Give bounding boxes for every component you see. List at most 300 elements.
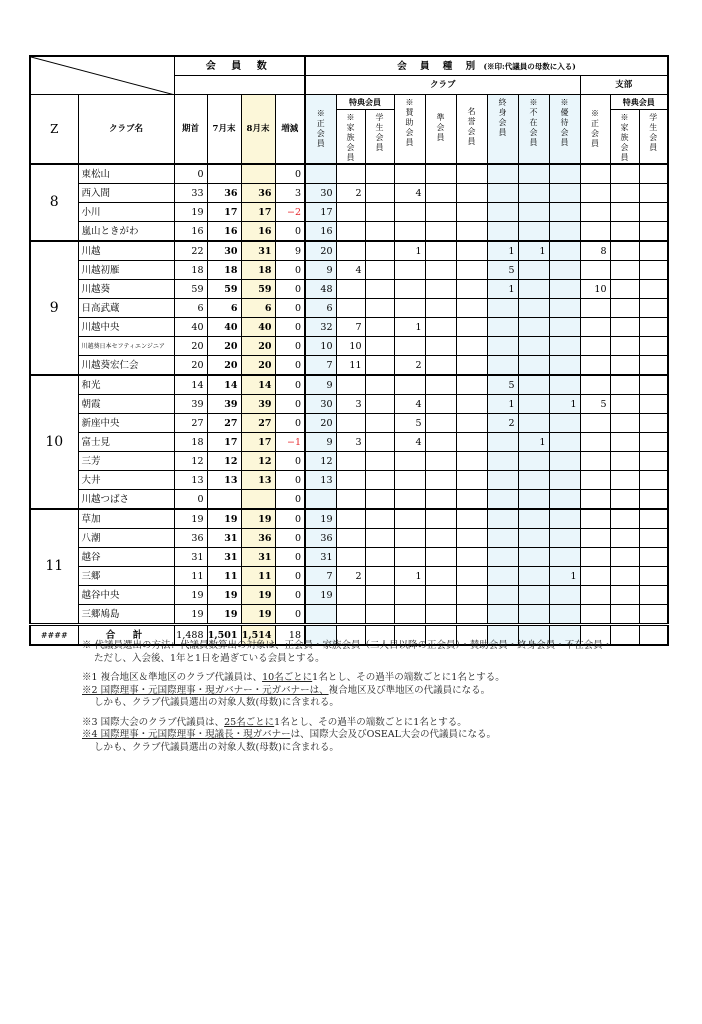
col-branch-family-cell bbox=[610, 375, 639, 395]
col-branch-family-cell bbox=[610, 605, 639, 625]
col-branch-regular-cell bbox=[580, 164, 610, 184]
col-associate-cell bbox=[425, 222, 456, 242]
club-name-cell: 新座中央 bbox=[78, 414, 174, 433]
col-supporting-cell bbox=[394, 261, 425, 280]
col-jul-cell: 31 bbox=[207, 529, 241, 548]
col-preferred-cell bbox=[549, 356, 580, 376]
col-lifetime-cell: 5 bbox=[487, 375, 518, 395]
col-lifetime-cell bbox=[487, 222, 518, 242]
col-lifetime-cell bbox=[487, 184, 518, 203]
table-row bbox=[30, 337, 668, 356]
col-associate-cell bbox=[425, 184, 456, 203]
col-family-header: ※家族会員 bbox=[336, 110, 365, 165]
col-change-cell: 0 bbox=[275, 280, 305, 299]
col-family-cell bbox=[336, 164, 365, 184]
table-row bbox=[30, 471, 668, 490]
col-lifetime-cell bbox=[487, 586, 518, 605]
note-4-cont: しかも、クラブ代議員選出の対象人数(母数)に含まれる。 bbox=[94, 741, 339, 753]
col-branch-student-cell bbox=[639, 299, 668, 318]
col-start-cell: 6 bbox=[174, 299, 207, 318]
col-change-cell: 0 bbox=[275, 164, 305, 184]
col-lifetime-cell: 1 bbox=[487, 395, 518, 414]
col-branch-regular-cell: 10 bbox=[580, 280, 610, 299]
col-absent-cell bbox=[518, 375, 549, 395]
col-change-cell: 0 bbox=[275, 529, 305, 548]
col-regular-cell: 19 bbox=[305, 509, 336, 529]
col-branch-student-cell bbox=[639, 241, 668, 261]
col-preferred-cell bbox=[549, 203, 580, 222]
col-associate-cell bbox=[425, 548, 456, 567]
col-absent-cell bbox=[518, 548, 549, 567]
col-branch-family-cell bbox=[610, 318, 639, 337]
col-jul-cell: 27 bbox=[207, 414, 241, 433]
col-student-cell bbox=[365, 490, 394, 510]
col-supporting-cell bbox=[394, 375, 425, 395]
club-name-cell: 嵐山ときがわ bbox=[78, 222, 174, 242]
col-branch-student-header: 学生会員 bbox=[639, 110, 668, 165]
col-supporting-cell bbox=[394, 203, 425, 222]
col-jul-cell: 18 bbox=[207, 261, 241, 280]
col-regular-cell: 32 bbox=[305, 318, 336, 337]
col-family-cell bbox=[336, 471, 365, 490]
col-regular-cell bbox=[305, 605, 336, 625]
table-row bbox=[30, 261, 668, 280]
col-associate-cell bbox=[425, 299, 456, 318]
col-jul-cell: 59 bbox=[207, 280, 241, 299]
club-name-cell: 富士見 bbox=[78, 433, 174, 452]
zone-cell: 9 bbox=[30, 241, 78, 375]
col-jul-cell: 6 bbox=[207, 299, 241, 318]
col-branch-regular-cell bbox=[580, 184, 610, 203]
col-honorary-cell bbox=[456, 567, 487, 586]
col-absent-header: ※不在会員 bbox=[518, 95, 549, 165]
club-name-cell: 三郷 bbox=[78, 567, 174, 586]
col-family-cell bbox=[336, 548, 365, 567]
col-preferred-cell bbox=[549, 164, 580, 184]
col-aug-cell: 6 bbox=[241, 299, 275, 318]
col-regular-cell: 6 bbox=[305, 299, 336, 318]
col-student-cell bbox=[365, 318, 394, 337]
col-student-header: 学生会員 bbox=[365, 110, 394, 165]
col-branch-regular-cell bbox=[580, 471, 610, 490]
zone-cell: 11 bbox=[30, 509, 78, 625]
note-2-cont: しかも、クラブ代議員選出の対象人数(母数)に含まれる。 bbox=[94, 697, 339, 708]
col-start-cell: 31 bbox=[174, 548, 207, 567]
col-family-cell bbox=[336, 222, 365, 242]
col-preferred-cell bbox=[549, 509, 580, 529]
col-associate-cell bbox=[425, 375, 456, 395]
col-student-cell bbox=[365, 433, 394, 452]
col-family-cell bbox=[336, 241, 365, 261]
col-jul-cell: 19 bbox=[207, 509, 241, 529]
club-name-cell: 八潮 bbox=[78, 529, 174, 548]
col-jul-cell: 14 bbox=[207, 375, 241, 395]
col-lifetime-cell bbox=[487, 471, 518, 490]
col-branch-regular-cell bbox=[580, 222, 610, 242]
col-honorary-cell bbox=[456, 586, 487, 605]
col-supporting-cell bbox=[394, 164, 425, 184]
col-absent-cell bbox=[518, 586, 549, 605]
col-jul-cell bbox=[207, 490, 241, 510]
col-preferred-cell bbox=[549, 548, 580, 567]
club-name-cell: 川越葵日本セフティエンジニア bbox=[78, 337, 174, 356]
col-jul-cell: 20 bbox=[207, 337, 241, 356]
total-aug: 1,514 bbox=[241, 625, 275, 646]
col-supporting-cell bbox=[394, 299, 425, 318]
club-name-cell: 西入間 bbox=[78, 184, 174, 203]
col-branch-family-cell bbox=[610, 490, 639, 510]
col-supporting-cell: 1 bbox=[394, 567, 425, 586]
col-family-cell bbox=[336, 529, 365, 548]
zone-header: Z bbox=[30, 95, 78, 165]
col-family-cell: 2 bbox=[336, 184, 365, 203]
col-honorary-cell bbox=[456, 548, 487, 567]
col-associate-cell bbox=[425, 241, 456, 261]
header-corner bbox=[30, 56, 174, 95]
col-jul-cell: 13 bbox=[207, 471, 241, 490]
col-absent-cell bbox=[518, 299, 549, 318]
col-supporting-cell bbox=[394, 337, 425, 356]
col-lifetime-cell bbox=[487, 605, 518, 625]
col-start-cell: 18 bbox=[174, 433, 207, 452]
table-row bbox=[30, 299, 668, 318]
col-change-cell: 0 bbox=[275, 509, 305, 529]
col-family-cell bbox=[336, 280, 365, 299]
branch-special-members-header: 特典会員 bbox=[610, 95, 668, 110]
total-change: 18 bbox=[275, 625, 305, 646]
col-student-cell bbox=[365, 164, 394, 184]
col-branch-family-cell bbox=[610, 337, 639, 356]
col-start-cell: 36 bbox=[174, 529, 207, 548]
col-associate-cell bbox=[425, 509, 456, 529]
note-3: ※3 国際大会のクラブ代議員は、25名ごとに1名とし、その過半の端数ごとに1名とする。 bbox=[82, 716, 467, 728]
col-branch-regular-cell bbox=[580, 261, 610, 280]
col-branch-student-cell bbox=[639, 471, 668, 490]
col-branch-regular-cell bbox=[580, 586, 610, 605]
col-regular-header: ※正会員 bbox=[305, 95, 336, 165]
col-absent-cell bbox=[518, 452, 549, 471]
col-supporting-cell bbox=[394, 280, 425, 299]
col-jul-header: 7月末 bbox=[207, 95, 241, 165]
col-jul-cell: 30 bbox=[207, 241, 241, 261]
col-honorary-cell bbox=[456, 395, 487, 414]
col-absent-cell bbox=[518, 280, 549, 299]
col-regular-cell: 9 bbox=[305, 433, 336, 452]
col-student-cell bbox=[365, 280, 394, 299]
col-preferred-cell bbox=[549, 261, 580, 280]
col-branch-regular-cell: 5 bbox=[580, 395, 610, 414]
table-row bbox=[30, 586, 668, 605]
col-lifetime-cell bbox=[487, 548, 518, 567]
col-preferred-cell bbox=[549, 586, 580, 605]
col-family-cell bbox=[336, 414, 365, 433]
col-preferred-cell bbox=[549, 241, 580, 261]
col-associate-cell bbox=[425, 261, 456, 280]
col-family-cell: 2 bbox=[336, 567, 365, 586]
col-supporting-cell bbox=[394, 471, 425, 490]
col-start-cell: 14 bbox=[174, 375, 207, 395]
col-absent-cell bbox=[518, 490, 549, 510]
col-aug-cell: 27 bbox=[241, 414, 275, 433]
table-row bbox=[30, 318, 668, 337]
col-supporting-cell: 4 bbox=[394, 395, 425, 414]
col-branch-regular-header: ※正会員 bbox=[580, 95, 610, 165]
col-student-cell bbox=[365, 184, 394, 203]
col-lifetime-cell bbox=[487, 452, 518, 471]
col-branch-student-cell bbox=[639, 375, 668, 395]
col-change-cell: 0 bbox=[275, 414, 305, 433]
col-honorary-cell bbox=[456, 241, 487, 261]
col-student-cell bbox=[365, 337, 394, 356]
col-jul-cell: 11 bbox=[207, 567, 241, 586]
club-name-cell: 川越つばさ bbox=[78, 490, 174, 510]
col-jul-cell bbox=[207, 164, 241, 184]
col-aug-cell: 19 bbox=[241, 605, 275, 625]
col-change-cell: 0 bbox=[275, 375, 305, 395]
col-change-cell: 0 bbox=[275, 261, 305, 280]
col-jul-cell: 16 bbox=[207, 222, 241, 242]
col-absent-cell: 1 bbox=[518, 241, 549, 261]
col-branch-regular-cell bbox=[580, 375, 610, 395]
col-lifetime-cell: 5 bbox=[487, 261, 518, 280]
col-aug-cell: 18 bbox=[241, 261, 275, 280]
col-jul-cell: 20 bbox=[207, 356, 241, 376]
col-branch-student-cell bbox=[639, 337, 668, 356]
col-regular-cell: 36 bbox=[305, 529, 336, 548]
col-regular-cell: 30 bbox=[305, 184, 336, 203]
col-change-cell: 0 bbox=[275, 452, 305, 471]
table-row bbox=[30, 509, 668, 529]
col-supporting-cell bbox=[394, 222, 425, 242]
col-jul-cell: 17 bbox=[207, 433, 241, 452]
col-absent-cell bbox=[518, 184, 549, 203]
col-lifetime-cell: 1 bbox=[487, 280, 518, 299]
col-absent-cell bbox=[518, 164, 549, 184]
col-honorary-cell bbox=[456, 222, 487, 242]
col-branch-family-cell bbox=[610, 184, 639, 203]
col-start-cell: 11 bbox=[174, 567, 207, 586]
club-name-cell: 川越中央 bbox=[78, 318, 174, 337]
col-absent-cell bbox=[518, 509, 549, 529]
col-lifetime-cell bbox=[487, 337, 518, 356]
col-branch-regular-cell bbox=[580, 509, 610, 529]
col-supporting-cell bbox=[394, 529, 425, 548]
col-lifetime-cell bbox=[487, 203, 518, 222]
col-regular-cell: 7 bbox=[305, 567, 336, 586]
col-absent-cell bbox=[518, 529, 549, 548]
col-honorary-cell bbox=[456, 605, 487, 625]
col-aug-cell: 59 bbox=[241, 280, 275, 299]
col-regular-cell: 19 bbox=[305, 586, 336, 605]
col-aug-cell: 36 bbox=[241, 529, 275, 548]
col-honorary-cell bbox=[456, 184, 487, 203]
col-preferred-cell: 1 bbox=[549, 567, 580, 586]
club-name-cell: 三芳 bbox=[78, 452, 174, 471]
col-supporting-header: ※賛助会員 bbox=[394, 95, 425, 165]
col-supporting-cell bbox=[394, 548, 425, 567]
table-row bbox=[30, 280, 668, 299]
col-lifetime-cell bbox=[487, 509, 518, 529]
col-aug-cell: 19 bbox=[241, 509, 275, 529]
col-associate-cell bbox=[425, 395, 456, 414]
col-student-cell bbox=[365, 471, 394, 490]
col-associate-cell bbox=[425, 586, 456, 605]
col-preferred-cell bbox=[549, 184, 580, 203]
membership-table bbox=[29, 55, 669, 646]
col-jul-cell: 39 bbox=[207, 395, 241, 414]
club-name-cell: 和光 bbox=[78, 375, 174, 395]
col-branch-family-cell bbox=[610, 586, 639, 605]
col-student-cell bbox=[365, 414, 394, 433]
club-name-cell: 東松山 bbox=[78, 164, 174, 184]
club-name-cell: 小川 bbox=[78, 203, 174, 222]
col-associate-cell bbox=[425, 164, 456, 184]
club-name-cell: 三郷鳩島 bbox=[78, 605, 174, 625]
col-supporting-cell bbox=[394, 452, 425, 471]
col-student-cell bbox=[365, 356, 394, 376]
col-aug-cell: 17 bbox=[241, 433, 275, 452]
col-absent-cell bbox=[518, 414, 549, 433]
col-associate-cell bbox=[425, 414, 456, 433]
col-regular-cell: 7 bbox=[305, 356, 336, 376]
col-start-cell: 40 bbox=[174, 318, 207, 337]
col-student-cell bbox=[365, 586, 394, 605]
club-name-cell: 草加 bbox=[78, 509, 174, 529]
col-honorary-cell bbox=[456, 375, 487, 395]
table-row bbox=[30, 356, 668, 376]
col-change-cell: −2 bbox=[275, 203, 305, 222]
col-absent-cell bbox=[518, 318, 549, 337]
col-family-cell: 3 bbox=[336, 395, 365, 414]
col-honorary-cell bbox=[456, 337, 487, 356]
notes-section bbox=[82, 640, 702, 754]
col-jul-cell: 40 bbox=[207, 318, 241, 337]
col-branch-family-cell bbox=[610, 241, 639, 261]
table-row bbox=[30, 548, 668, 567]
col-aug-cell: 14 bbox=[241, 375, 275, 395]
col-branch-family-cell bbox=[610, 548, 639, 567]
col-regular-cell: 20 bbox=[305, 241, 336, 261]
club-name-cell: 朝霞 bbox=[78, 395, 174, 414]
col-student-cell bbox=[365, 222, 394, 242]
col-change-header: 増減 bbox=[275, 95, 305, 165]
col-branch-regular-cell bbox=[580, 605, 610, 625]
col-regular-cell bbox=[305, 490, 336, 510]
col-associate-cell bbox=[425, 452, 456, 471]
col-start-cell: 39 bbox=[174, 395, 207, 414]
col-student-cell bbox=[365, 395, 394, 414]
col-preferred-cell bbox=[549, 490, 580, 510]
col-honorary-cell bbox=[456, 433, 487, 452]
col-lifetime-cell: 2 bbox=[487, 414, 518, 433]
col-change-cell: 0 bbox=[275, 490, 305, 510]
membership-type-header: 会 員 種 別 (※印:代議員の母数に入る) bbox=[305, 56, 668, 76]
col-family-cell: 10 bbox=[336, 337, 365, 356]
table-row bbox=[30, 184, 668, 203]
col-branch-regular-cell bbox=[580, 356, 610, 376]
col-aug-cell: 11 bbox=[241, 567, 275, 586]
col-preferred-cell bbox=[549, 375, 580, 395]
col-lifetime-cell bbox=[487, 567, 518, 586]
col-start-cell: 19 bbox=[174, 586, 207, 605]
col-honorary-cell bbox=[456, 490, 487, 510]
col-aug-cell: 36 bbox=[241, 184, 275, 203]
col-branch-family-cell bbox=[610, 509, 639, 529]
col-start-cell: 19 bbox=[174, 605, 207, 625]
col-supporting-cell: 1 bbox=[394, 318, 425, 337]
col-absent-cell: 1 bbox=[518, 433, 549, 452]
col-branch-family-cell bbox=[610, 433, 639, 452]
table-row bbox=[30, 203, 668, 222]
col-aug-cell: 31 bbox=[241, 241, 275, 261]
col-lifetime-cell bbox=[487, 164, 518, 184]
col-absent-cell bbox=[518, 605, 549, 625]
note-4: ※4 国際理事・元国際理事・現議長・現ガバナーは、国際大会及びOSEAL大会の代議員になる。 bbox=[82, 729, 496, 740]
col-associate-cell bbox=[425, 318, 456, 337]
col-start-cell: 12 bbox=[174, 452, 207, 471]
club-name-cell: 川越葵 bbox=[78, 280, 174, 299]
col-branch-regular-cell bbox=[580, 529, 610, 548]
col-branch-family-cell bbox=[610, 414, 639, 433]
col-start-cell: 13 bbox=[174, 471, 207, 490]
total-start: 1,488 bbox=[174, 625, 207, 646]
col-change-cell: −1 bbox=[275, 433, 305, 452]
col-absent-cell bbox=[518, 222, 549, 242]
col-lifetime-cell: 1 bbox=[487, 241, 518, 261]
col-regular-cell bbox=[305, 164, 336, 184]
col-branch-student-cell bbox=[639, 452, 668, 471]
col-family-cell bbox=[336, 605, 365, 625]
col-aug-cell: 31 bbox=[241, 548, 275, 567]
col-start-cell: 19 bbox=[174, 203, 207, 222]
table-row bbox=[30, 164, 668, 184]
col-branch-student-cell bbox=[639, 203, 668, 222]
col-preferred-cell bbox=[549, 337, 580, 356]
col-jul-cell: 36 bbox=[207, 184, 241, 203]
col-branch-student-cell bbox=[639, 280, 668, 299]
col-preferred-header: ※優待会員 bbox=[549, 95, 580, 165]
club-name-cell: 川越 bbox=[78, 241, 174, 261]
col-change-cell: 0 bbox=[275, 471, 305, 490]
col-change-cell: 0 bbox=[275, 299, 305, 318]
col-associate-cell bbox=[425, 203, 456, 222]
col-student-cell bbox=[365, 529, 394, 548]
note-2: ※2 国際理事・元国際理事・現ガバナー・元ガバナーは、複合地区及び準地区の代議員になる。 bbox=[82, 684, 491, 696]
col-preferred-cell bbox=[549, 414, 580, 433]
col-supporting-cell: 5 bbox=[394, 414, 425, 433]
col-aug-cell: 20 bbox=[241, 337, 275, 356]
col-student-cell bbox=[365, 261, 394, 280]
col-aug-cell: 39 bbox=[241, 395, 275, 414]
col-student-cell bbox=[365, 567, 394, 586]
col-family-cell bbox=[336, 203, 365, 222]
col-branch-student-cell bbox=[639, 356, 668, 376]
col-branch-student-cell bbox=[639, 433, 668, 452]
col-family-cell: 11 bbox=[336, 356, 365, 376]
col-start-header: 期首 bbox=[174, 95, 207, 165]
club-name-cell: 越谷中央 bbox=[78, 586, 174, 605]
col-associate-cell bbox=[425, 529, 456, 548]
club-name-cell: 越谷 bbox=[78, 548, 174, 567]
col-family-cell bbox=[336, 375, 365, 395]
col-branch-student-cell bbox=[639, 586, 668, 605]
col-absent-cell bbox=[518, 356, 549, 376]
note-1: ※1 複合地区＆準地区のクラブ代議員は、10名ごとに1名とし、その過半の端数ごとに1名とする。 bbox=[82, 672, 505, 683]
col-change-cell: 0 bbox=[275, 337, 305, 356]
col-aug-cell bbox=[241, 164, 275, 184]
col-regular-cell: 10 bbox=[305, 337, 336, 356]
col-aug-header: 8月末 bbox=[241, 95, 275, 165]
